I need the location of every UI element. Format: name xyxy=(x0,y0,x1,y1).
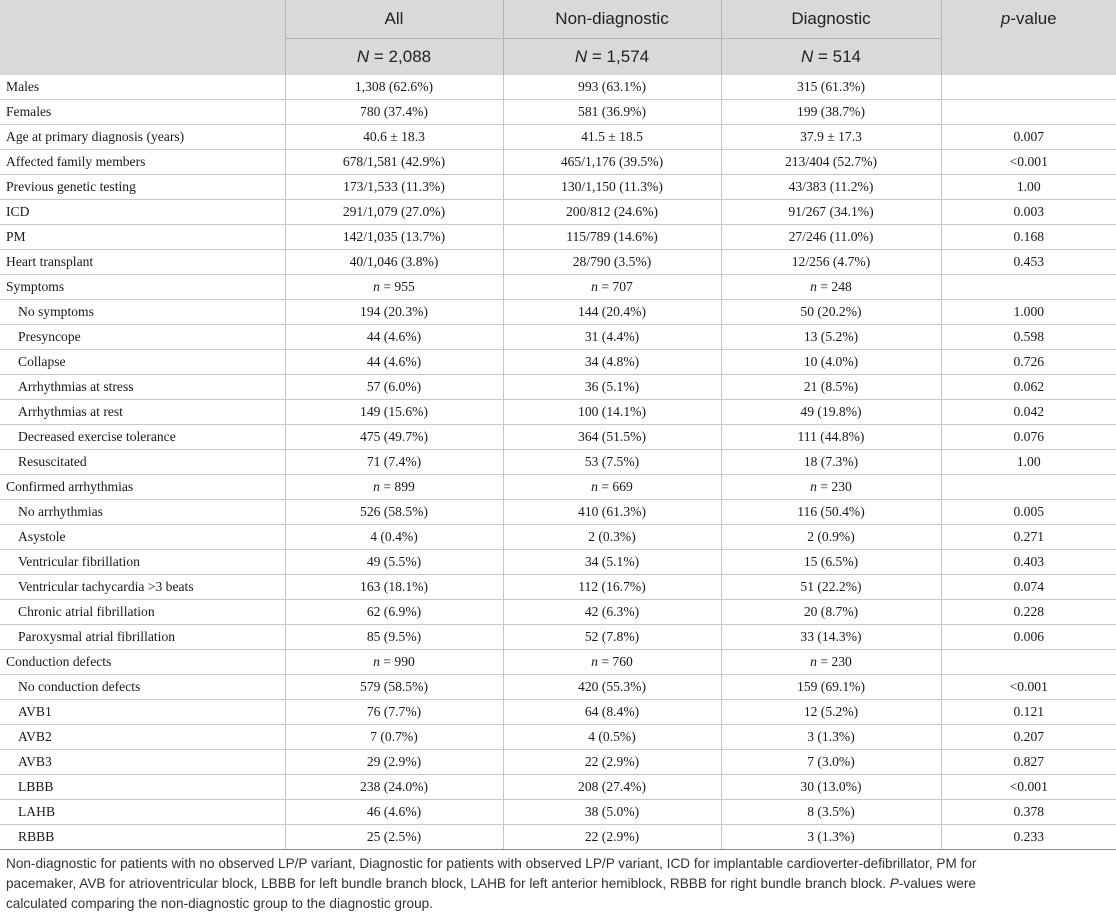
row-value-cell: 0.076 xyxy=(941,425,1116,450)
row-value-cell: 36 (5.1%) xyxy=(503,375,721,400)
table-body xyxy=(0,75,1116,850)
table-row xyxy=(0,250,1116,275)
row-value-cell: 44 (4.6%) xyxy=(285,325,503,350)
row-value-cell: 0.228 xyxy=(941,600,1116,625)
table-row xyxy=(0,750,1116,775)
header-n-all: N = 2,088 xyxy=(285,39,503,76)
n-italic-label: n xyxy=(810,479,817,494)
row-value-cell: 0.062 xyxy=(941,375,1116,400)
table-header xyxy=(0,0,1116,75)
row-label-cell: Decreased exercise tolerance xyxy=(0,425,285,450)
row-value-cell: 4 (0.4%) xyxy=(285,525,503,550)
table-row xyxy=(0,550,1116,575)
table-row xyxy=(0,825,1116,850)
row-label-cell: No arrhythmias xyxy=(0,500,285,525)
row-value-cell: n = 230 xyxy=(721,650,941,675)
row-label-cell: Arrhythmias at stress xyxy=(0,375,285,400)
row-value-cell: 581 (36.9%) xyxy=(503,100,721,125)
n-italic-label: n xyxy=(373,479,380,494)
row-value-cell: 91/267 (34.1%) xyxy=(721,200,941,225)
row-value-cell: 51 (22.2%) xyxy=(721,575,941,600)
table-row xyxy=(0,200,1116,225)
row-label-cell: Resuscitated xyxy=(0,450,285,475)
row-value-cell: 33 (14.3%) xyxy=(721,625,941,650)
row-value-cell xyxy=(941,475,1116,500)
row-value-cell: 10 (4.0%) xyxy=(721,350,941,375)
row-value-cell xyxy=(941,100,1116,125)
n-italic-label: n xyxy=(810,654,817,669)
row-value-cell: 38 (5.0%) xyxy=(503,800,721,825)
header-pvalue-p: p xyxy=(1000,9,1011,28)
table-row xyxy=(0,725,1116,750)
row-value-cell: 22 (2.9%) xyxy=(503,825,721,850)
row-value-cell: 71 (7.4%) xyxy=(285,450,503,475)
table-row xyxy=(0,75,1116,100)
row-value-cell: 115/789 (14.6%) xyxy=(503,225,721,250)
row-label-cell: Asystole xyxy=(0,525,285,550)
row-value-cell: 194 (20.3%) xyxy=(285,300,503,325)
row-value-cell: 44 (4.6%) xyxy=(285,350,503,375)
row-value-cell: n = 669 xyxy=(503,475,721,500)
row-value-cell: 0.006 xyxy=(941,625,1116,650)
footnote-p-italic: P xyxy=(889,876,899,891)
header-group-diagnostic: Diagnostic xyxy=(721,0,941,39)
row-label-cell: LBBB xyxy=(0,775,285,800)
row-value-cell: <0.001 xyxy=(941,675,1116,700)
table-row xyxy=(0,775,1116,800)
row-value-cell: 64 (8.4%) xyxy=(503,700,721,725)
row-value-cell: 238 (24.0%) xyxy=(285,775,503,800)
row-label-cell: No conduction defects xyxy=(0,675,285,700)
row-value-cell: 0.007 xyxy=(941,125,1116,150)
n-italic-label: n xyxy=(591,479,598,494)
row-value-cell: 85 (9.5%) xyxy=(285,625,503,650)
row-value-cell: 62 (6.9%) xyxy=(285,600,503,625)
row-value-cell: 199 (38.7%) xyxy=(721,100,941,125)
row-value-cell: 163 (18.1%) xyxy=(285,575,503,600)
row-value-cell: 18 (7.3%) xyxy=(721,450,941,475)
row-value-cell: n = 955 xyxy=(285,275,503,300)
header-pvalue-rest: -value xyxy=(1010,9,1057,28)
row-value-cell: 34 (4.8%) xyxy=(503,350,721,375)
row-value-cell: <0.001 xyxy=(941,775,1116,800)
row-value-cell: 0.453 xyxy=(941,250,1116,275)
row-value-cell: 3 (1.3%) xyxy=(721,725,941,750)
table-row xyxy=(0,575,1116,600)
row-value-cell: 1.00 xyxy=(941,175,1116,200)
row-label-cell: PM xyxy=(0,225,285,250)
row-value-cell: 142/1,035 (13.7%) xyxy=(285,225,503,250)
row-label-cell: Symptoms xyxy=(0,275,285,300)
table-section-row xyxy=(0,650,1116,675)
table-row xyxy=(0,800,1116,825)
row-value-cell: n = 760 xyxy=(503,650,721,675)
row-label-cell: LAHB xyxy=(0,800,285,825)
row-value-cell: 28/790 (3.5%) xyxy=(503,250,721,275)
row-value-cell: 15 (6.5%) xyxy=(721,550,941,575)
row-value-cell: 0.726 xyxy=(941,350,1116,375)
row-label-cell: AVB3 xyxy=(0,750,285,775)
row-label-cell: Presyncope xyxy=(0,325,285,350)
row-value-cell: 0.233 xyxy=(941,825,1116,850)
row-value-cell: 22 (2.9%) xyxy=(503,750,721,775)
row-value-cell: 41.5 ± 18.5 xyxy=(503,125,721,150)
row-value-cell: 0.403 xyxy=(941,550,1116,575)
row-value-cell: n = 707 xyxy=(503,275,721,300)
header-n-diagnostic: N = 514 xyxy=(721,39,941,76)
row-value-cell: 116 (50.4%) xyxy=(721,500,941,525)
table-row xyxy=(0,700,1116,725)
row-value-cell: 12 (5.2%) xyxy=(721,700,941,725)
row-value-cell: n = 248 xyxy=(721,275,941,300)
row-value-cell: 42 (6.3%) xyxy=(503,600,721,625)
row-value-cell: 112 (16.7%) xyxy=(503,575,721,600)
row-value-cell: 50 (20.2%) xyxy=(721,300,941,325)
row-value-cell: 149 (15.6%) xyxy=(285,400,503,425)
row-value-cell xyxy=(941,75,1116,100)
row-value-cell: 3 (1.3%) xyxy=(721,825,941,850)
row-label-cell: Chronic atrial fibrillation xyxy=(0,600,285,625)
row-value-cell: 49 (5.5%) xyxy=(285,550,503,575)
table-row xyxy=(0,325,1116,350)
row-label-cell: Age at primary diagnosis (years) xyxy=(0,125,285,150)
row-value-cell: 678/1,581 (42.9%) xyxy=(285,150,503,175)
row-value-cell: 2 (0.3%) xyxy=(503,525,721,550)
row-value-cell: 40/1,046 (3.8%) xyxy=(285,250,503,275)
row-value-cell: 7 (0.7%) xyxy=(285,725,503,750)
table-row xyxy=(0,600,1116,625)
table-row xyxy=(0,350,1116,375)
row-value-cell: 40.6 ± 18.3 xyxy=(285,125,503,150)
row-value-cell: 1.000 xyxy=(941,300,1116,325)
row-value-cell: 100 (14.1%) xyxy=(503,400,721,425)
row-label-cell: Ventricular tachycardia >3 beats xyxy=(0,575,285,600)
row-value-cell: 144 (20.4%) xyxy=(503,300,721,325)
table-row xyxy=(0,375,1116,400)
row-value-cell: 200/812 (24.6%) xyxy=(503,200,721,225)
row-value-cell: 993 (63.1%) xyxy=(503,75,721,100)
row-value-cell: 7 (3.0%) xyxy=(721,750,941,775)
row-value-cell: 46 (4.6%) xyxy=(285,800,503,825)
table-row xyxy=(0,225,1116,250)
header-n-nondiagnostic: N = 1,574 xyxy=(503,39,721,76)
row-label-cell: Confirmed arrhythmias xyxy=(0,475,285,500)
n-italic-label: n xyxy=(591,654,598,669)
n-italic-label: n xyxy=(810,279,817,294)
row-label-cell: Conduction defects xyxy=(0,650,285,675)
row-value-cell xyxy=(941,650,1116,675)
row-value-cell: 2 (0.9%) xyxy=(721,525,941,550)
table-row xyxy=(0,525,1116,550)
row-value-cell: 20 (8.7%) xyxy=(721,600,941,625)
row-value-cell: 49 (19.8%) xyxy=(721,400,941,425)
row-value-cell: 8 (3.5%) xyxy=(721,800,941,825)
table-row xyxy=(0,450,1116,475)
row-value-cell xyxy=(941,275,1116,300)
table-row xyxy=(0,100,1116,125)
row-label-cell: Affected family members xyxy=(0,150,285,175)
header-group-nondiagnostic: Non-diagnostic xyxy=(503,0,721,39)
table-section-row xyxy=(0,475,1116,500)
row-value-cell: 1,308 (62.6%) xyxy=(285,75,503,100)
table-footnote xyxy=(6,854,1106,914)
table-row xyxy=(0,175,1116,200)
row-value-cell: 34 (5.1%) xyxy=(503,550,721,575)
row-value-cell: 173/1,533 (11.3%) xyxy=(285,175,503,200)
row-value-cell: 27/246 (11.0%) xyxy=(721,225,941,250)
table-row xyxy=(0,675,1116,700)
row-value-cell: 0.121 xyxy=(941,700,1116,725)
row-value-cell: 364 (51.5%) xyxy=(503,425,721,450)
row-value-cell: 12/256 (4.7%) xyxy=(721,250,941,275)
row-value-cell: 0.598 xyxy=(941,325,1116,350)
footnote-line2: pacemaker, AVB for atrioventricular block, LBBB for left bundle branch block, LAHB for left anterior hemiblock, RBBB for right bundle branch block. xyxy=(6,876,887,891)
row-value-cell: 52 (7.8%) xyxy=(503,625,721,650)
footnote-line3: calculated comparing the non-diagnostic group to the diagnostic group. xyxy=(6,896,433,911)
table-row xyxy=(0,400,1116,425)
row-value-cell: 0.042 xyxy=(941,400,1116,425)
row-label-cell: Arrhythmias at rest xyxy=(0,400,285,425)
row-value-cell: 0.827 xyxy=(941,750,1116,775)
table-section-row xyxy=(0,275,1116,300)
n-italic-label: n xyxy=(373,654,380,669)
row-label-cell: Females xyxy=(0,100,285,125)
row-label-cell: Previous genetic testing xyxy=(0,175,285,200)
row-value-cell: n = 230 xyxy=(721,475,941,500)
row-value-cell: 29 (2.9%) xyxy=(285,750,503,775)
row-value-cell: n = 899 xyxy=(285,475,503,500)
table-row xyxy=(0,625,1116,650)
n-italic-label: n xyxy=(373,279,380,294)
row-label-cell: Collapse xyxy=(0,350,285,375)
row-value-cell: 37.9 ± 17.3 xyxy=(721,125,941,150)
footnote-line2-tail: -values were xyxy=(898,876,976,891)
table-row xyxy=(0,300,1116,325)
row-value-cell: 291/1,079 (27.0%) xyxy=(285,200,503,225)
row-value-cell: 465/1,176 (39.5%) xyxy=(503,150,721,175)
row-value-cell: 475 (49.7%) xyxy=(285,425,503,450)
row-value-cell: 1.00 xyxy=(941,450,1116,475)
table-row xyxy=(0,150,1116,175)
header-label-cell xyxy=(0,0,285,75)
row-value-cell: 31 (4.4%) xyxy=(503,325,721,350)
row-value-cell: 76 (7.7%) xyxy=(285,700,503,725)
row-label-cell: No symptoms xyxy=(0,300,285,325)
row-value-cell: 0.207 xyxy=(941,725,1116,750)
table-row xyxy=(0,125,1116,150)
row-value-cell: 526 (58.5%) xyxy=(285,500,503,525)
row-label-cell: Ventricular fibrillation xyxy=(0,550,285,575)
row-label-cell: Males xyxy=(0,75,285,100)
table-row xyxy=(0,425,1116,450)
row-value-cell: 53 (7.5%) xyxy=(503,450,721,475)
row-value-cell: 4 (0.5%) xyxy=(503,725,721,750)
row-value-cell: 43/383 (11.2%) xyxy=(721,175,941,200)
row-value-cell: 57 (6.0%) xyxy=(285,375,503,400)
row-value-cell: 315 (61.3%) xyxy=(721,75,941,100)
row-value-cell: 13 (5.2%) xyxy=(721,325,941,350)
row-value-cell: <0.001 xyxy=(941,150,1116,175)
row-value-cell: 208 (27.4%) xyxy=(503,775,721,800)
row-value-cell: 0.074 xyxy=(941,575,1116,600)
row-value-cell: 780 (37.4%) xyxy=(285,100,503,125)
header-group-all: All xyxy=(285,0,503,39)
footnote-line1: Non-diagnostic for patients with no observed LP/P variant, Diagnostic for patients with observed LP/P variant, ICD for implantable cardioverter-defibrillator, PM for xyxy=(6,856,977,871)
header-pvalue xyxy=(941,0,1116,75)
row-value-cell: 130/1,150 (11.3%) xyxy=(503,175,721,200)
row-value-cell: 0.271 xyxy=(941,525,1116,550)
row-value-cell: n = 990 xyxy=(285,650,503,675)
row-value-cell: 111 (44.8%) xyxy=(721,425,941,450)
table-row xyxy=(0,500,1116,525)
row-label-cell: ICD xyxy=(0,200,285,225)
row-value-cell: 213/404 (52.7%) xyxy=(721,150,941,175)
row-label-cell: AVB2 xyxy=(0,725,285,750)
row-label-cell: RBBB xyxy=(0,825,285,850)
row-label-cell: AVB1 xyxy=(0,700,285,725)
row-value-cell: 410 (61.3%) xyxy=(503,500,721,525)
row-value-cell: 30 (13.0%) xyxy=(721,775,941,800)
row-value-cell: 21 (8.5%) xyxy=(721,375,941,400)
row-label-cell: Heart transplant xyxy=(0,250,285,275)
row-value-cell: 420 (55.3%) xyxy=(503,675,721,700)
row-value-cell: 0.378 xyxy=(941,800,1116,825)
row-value-cell: 0.168 xyxy=(941,225,1116,250)
row-value-cell: 579 (58.5%) xyxy=(285,675,503,700)
row-value-cell: 25 (2.5%) xyxy=(285,825,503,850)
row-value-cell: 159 (69.1%) xyxy=(721,675,941,700)
row-value-cell: 0.003 xyxy=(941,200,1116,225)
row-value-cell: 0.005 xyxy=(941,500,1116,525)
row-label-cell: Paroxysmal atrial fibrillation xyxy=(0,625,285,650)
n-italic-label: n xyxy=(591,279,598,294)
